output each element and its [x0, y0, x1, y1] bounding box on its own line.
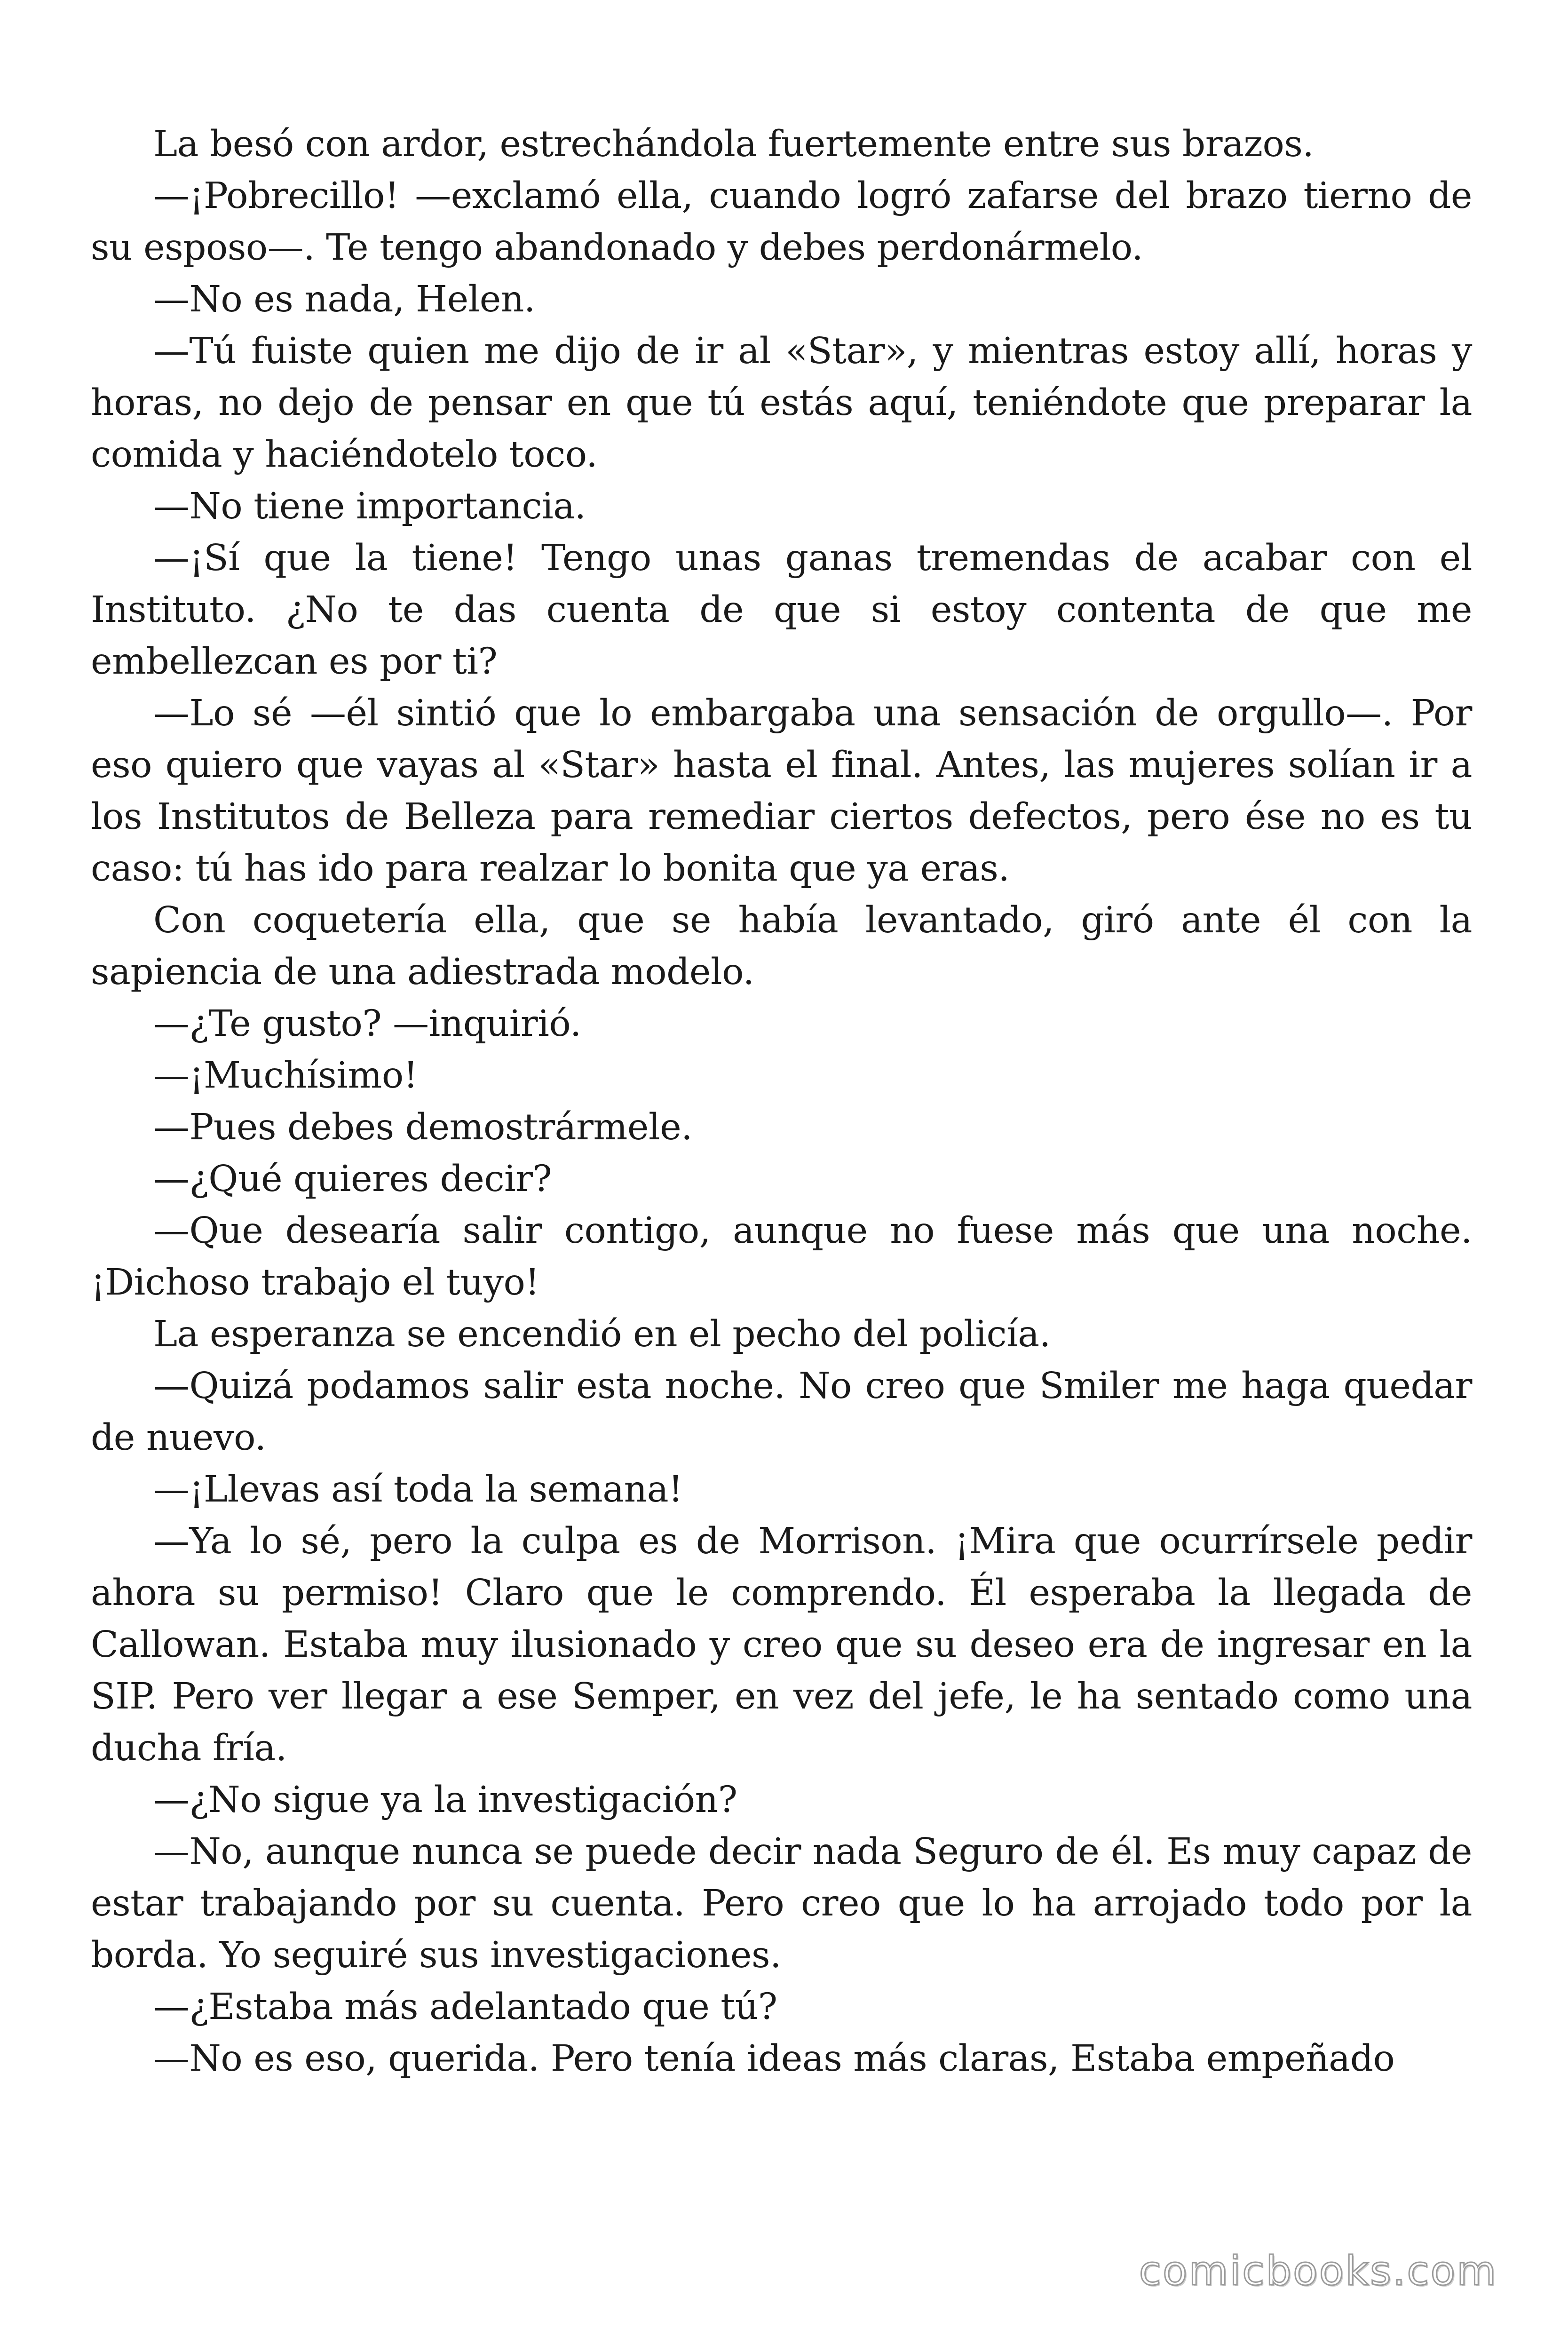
paragraph: —No es nada, Helen.: [153, 278, 535, 320]
paragraph: —¿No sigue ya la investigación?: [153, 1779, 737, 1821]
paragraph: —¿Estaba más adelantado que tú?: [153, 1986, 777, 2028]
paragraph: —¿Qué quieres decir?: [153, 1158, 552, 1200]
paragraph: —Que desearía salir contigo, aunque no fuese más que una noche. ¡Dichoso trabajo el tuyo!: [91, 1210, 1472, 1303]
paragraph: —¡Muchísimo!: [153, 1055, 418, 1097]
paragraph: —No tiene importancia.: [153, 485, 586, 527]
watermark: comicbooks.com: [1139, 2248, 1497, 2295]
paragraph: —Ya lo sé, pero la culpa es de Morrison. ¡Mira que ocurrírsele pedir ahora su permiso! Claro que le comprendo. Él esperaba la llegada de Callowan. Estaba muy ilusionado y creo que su deseo era de ingresar en la SIP. Pero ver llegar a ese Semper, en vez del jefe, le ha sentado como una ducha fría.: [91, 1520, 1472, 1769]
paragraph: —Quizá podamos salir esta noche. No creo que Smiler me haga quedar de nuevo.: [91, 1365, 1472, 1459]
paragraph: —¡Sí que la tiene! Tengo unas ganas tremendas de acabar con el Instituto. ¿No te das cuenta de que si estoy contenta de que me embellezcan es por ti?: [91, 537, 1472, 683]
paragraph: —¡Llevas así toda la semana!: [153, 1469, 683, 1510]
paragraph: La esperanza se encendió en el pecho del policía.: [153, 1313, 1051, 1355]
paragraph: —No es eso, querida. Pero tenía ideas más claras, Estaba empeñado: [153, 2038, 1395, 2080]
paragraph: —¿Te gusto? —inquirió.: [153, 1003, 581, 1045]
paragraph: —Tú fuiste quien me dijo de ir al «Star», y mientras estoy allí, horas y horas, no dejo de pensar en que tú estás aquí, teniéndote que preparar la comida y haciéndotelo toco.: [91, 330, 1472, 476]
paragraph: La besó con ardor, estrechándola fuertemente entre sus brazos.: [153, 123, 1314, 165]
paragraph: Con coquetería ella, que se había levantado, giró ante él con la sapiencia de una adiestrada modelo.: [91, 899, 1472, 993]
paragraph: —Pues debes demostrármele.: [153, 1106, 693, 1148]
paragraph: —No, aunque nunca se puede decir nada Seguro de él. Es muy capaz de estar trabajando por su cuenta. Pero creo que lo ha arrojado todo por la borda. Yo seguiré sus investigaciones.: [91, 1831, 1472, 1976]
body-text: [91, 119, 1472, 2085]
paragraph: —Lo sé —él sintió que lo embargaba una sensación de orgullo—. Por eso quiero que vayas al «Star» hasta el final. Antes, las mujeres solían ir a los Institutos de Belleza para remediar ciertos defectos, pero ése no es tu caso: tú has ido para realzar lo bonita que ya eras.: [91, 692, 1472, 890]
paragraph: —¡Pobrecillo! —exclamó ella, cuando logró zafarse del brazo tierno de su esposo—. Te tengo abandonado y debes perdonármelo.: [91, 175, 1472, 269]
